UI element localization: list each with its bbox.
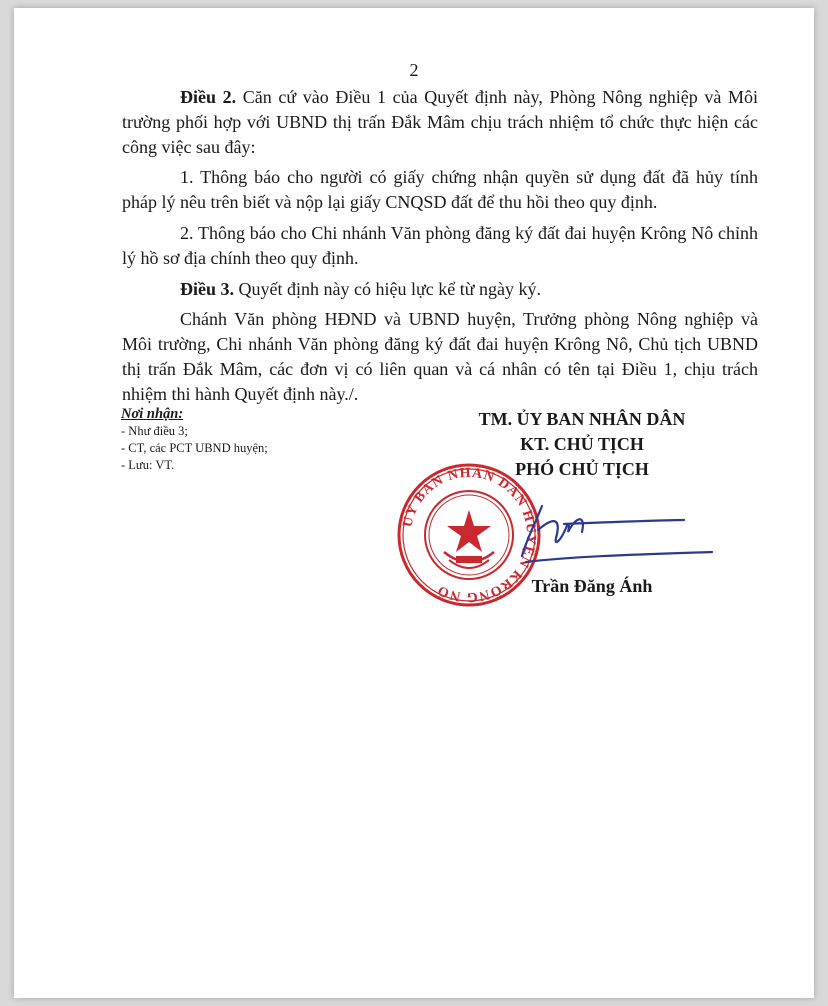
article-text: Chánh Văn phòng HĐND và UBND huyện, Trưởng phòng Nông nghiệp và Môi trường, Chi nhánh Văn phòng đăng ký đất đai huyện Krông Nô, Chủ tịch UBND thị trấn Đắk Mâm, các đơn vị có liên quan và cá nhân có tên tại Điều 1, chịu trách nhiệm thi hành Quyết định này./. [122, 309, 758, 404]
document-page [14, 8, 814, 998]
article-label: Điều 2. [180, 87, 237, 107]
recipients-heading: Nơi nhận: [121, 406, 184, 422]
article-2-item-2 [122, 221, 758, 271]
svg-text:ỦY BAN NHÂN DÂN HUYỆN KRÔNG NÔ: ỦY BAN NHÂN DÂN HUYỆN KRÔNG NÔ [400, 465, 539, 605]
article-label: Điều 3. [180, 278, 234, 299]
document-body [122, 85, 758, 413]
recipients-list [121, 423, 381, 474]
signature-title: PHÓ CHỦ TỊCH [515, 459, 649, 479]
list-item: - CT, các PCT UBND huyện; [121, 441, 268, 455]
page-number: 2 [409, 60, 419, 80]
list-item: - Lưu: VT. [121, 458, 175, 472]
article-2-item-1 [122, 165, 758, 215]
list-item: - Như điều 3; [121, 424, 188, 438]
article-2 [122, 85, 758, 159]
signature-proxy: KT. CHỦ TỊCH [520, 434, 644, 454]
article-text: 1. Thông báo cho người có giấy chứng nhận quyền sử dụng đất đã hủy tính pháp lý nêu trên biết và nộp lại giấy CNQSD đất để thu hồi theo quy định. [122, 167, 758, 213]
handwritten-signature-icon [504, 486, 724, 576]
execution-clause [122, 307, 758, 406]
signer-name: Trần Đăng Ánh [531, 576, 653, 596]
article-text: Quyết định này có hiệu lực kể từ ngày ký. [234, 278, 541, 299]
article-3 [122, 277, 758, 302]
recipients [121, 406, 381, 474]
article-text: 2. Thông báo cho Chi nhánh Văn phòng đăng ký đất đai huyện Krông Nô chỉnh lý hồ sơ địa chính theo quy định. [122, 222, 758, 268]
article-text: Căn cứ vào Điều 1 của Quyết định này, Phòng Nông nghiệp và Môi trường phối hợp với UBND thị trấn Đắk Mâm chịu trách nhiệm tổ chức thực hiện các công việc sau đây: [122, 87, 758, 157]
signature-authority: TM. ỦY BAN NHÂN DÂN [478, 409, 686, 429]
